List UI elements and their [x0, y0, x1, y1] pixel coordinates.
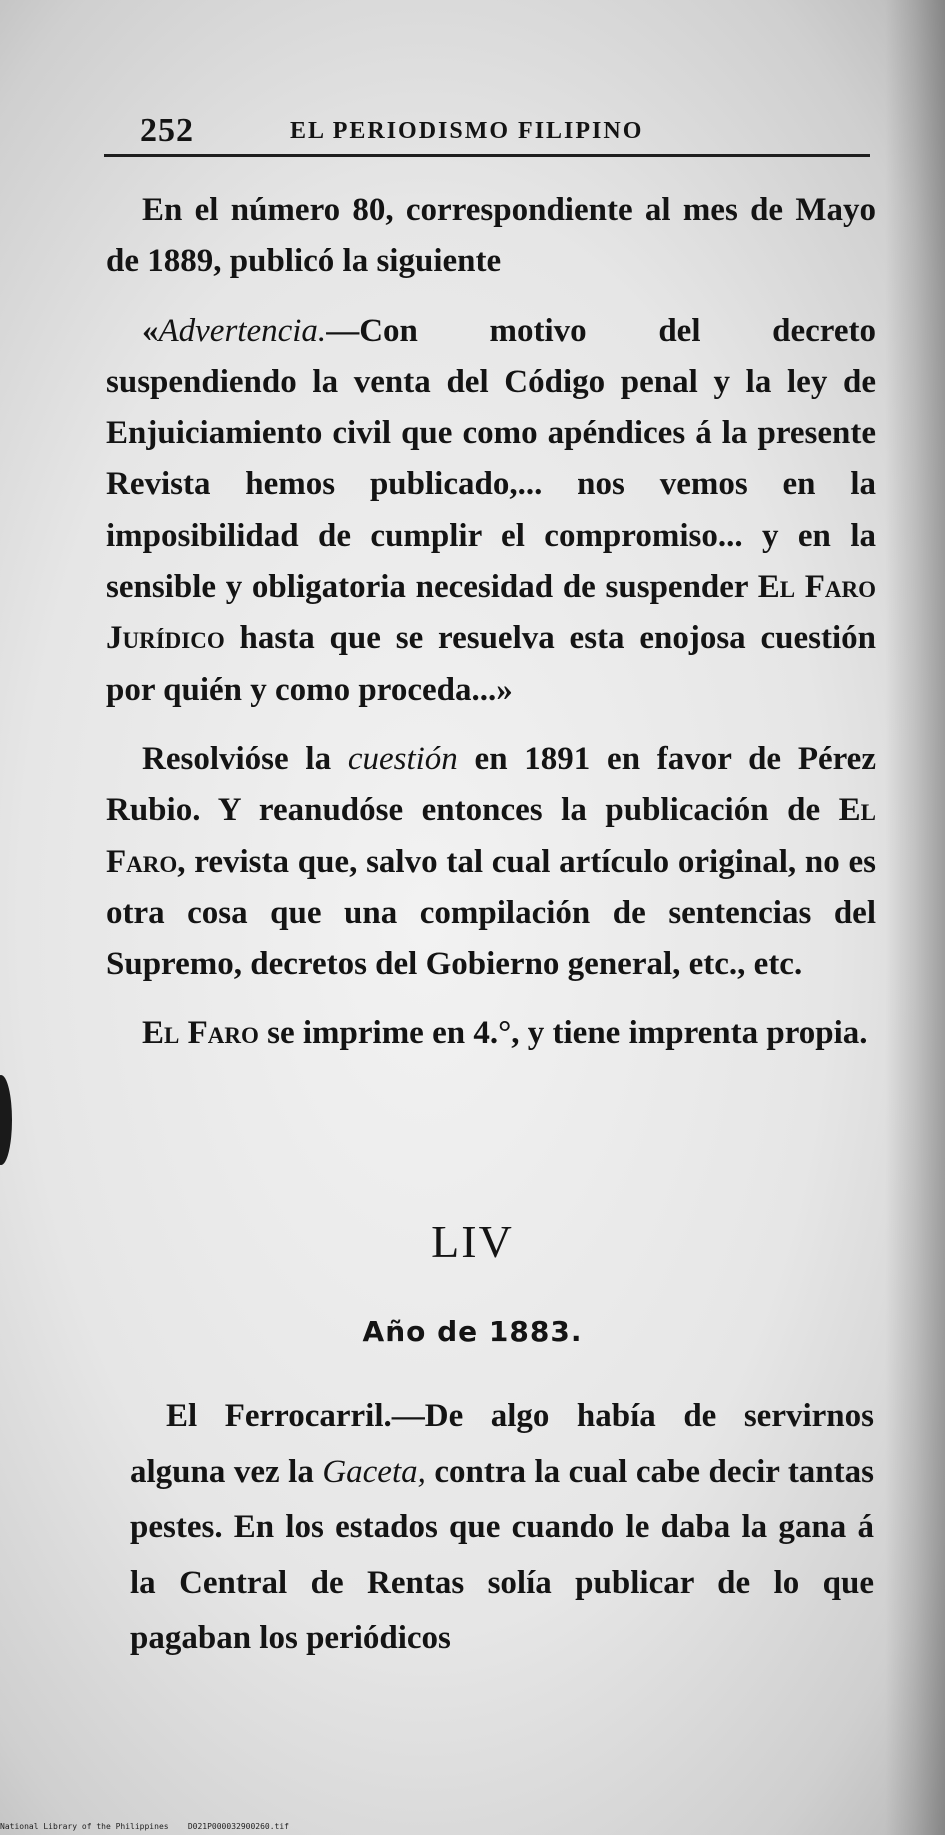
section-heading: Año de 1883. — [362, 1315, 583, 1348]
gaceta-italic: Gaceta, — [322, 1453, 426, 1490]
page-number: 252 — [140, 112, 194, 149]
advertencia-italic: Advertencia. — [158, 312, 327, 349]
footer-source: National Library of the Philippines — [0, 1822, 169, 1831]
scan-footer — [0, 1822, 289, 1831]
page-header — [104, 104, 870, 157]
paragraph-2: «Advertencia.—Con motivo del decreto suspendiendo la venta del Código penal y la ley de Enjuiciamiento civil que como apéndices á la presente Revista hemos publicado,... nos vemos en la imposibilidad de cumplir el compromiso... y en la sensible y obligatoria necesidad de suspender El Faro Jurídico hasta que se resuelva esta enojosa cuestión por quién y como proceda...» — [106, 312, 877, 708]
publication-name: El Faro Jurídico — [106, 569, 877, 657]
section-number: LIV — [431, 1216, 514, 1267]
paragraph-5: El Ferrocarril.—De algo había de servirnos alguna vez la Gaceta, contra la cual cabe decir tantas pestes. En los estados que cuando le daba la gana á la Central de Rentas solía publicar de lo que pagaban los periódicos — [130, 1398, 874, 1656]
scan-edge-mark — [0, 1075, 12, 1165]
paragraph-4: El Faro se imprime en 4.°, y tiene imprenta propia. — [142, 1015, 868, 1052]
binding-shadow — [885, 0, 945, 1835]
entry-lead: El Ferrocarril. — [166, 1398, 392, 1434]
paragraph-3: Resolvióse la cuestión en 1891 en favor de Pérez Rubio. Y reanudóse entonces la publicación de El Faro, revista que, salvo tal cual artículo original, no es otra cosa que una compilación de sentencias del Supremo, decretos del Gobierno general, etc., etc. — [106, 740, 876, 983]
footer-file: D021P000032900260.tif — [187, 1822, 289, 1831]
section-text — [130, 1389, 874, 1667]
main-text — [106, 185, 876, 1060]
paragraph-1: En el número 80, correspondiente al mes de Mayo de 1889, publicó la siguiente — [106, 192, 876, 280]
publication-name: El Faro — [142, 1015, 259, 1052]
cuestion-italic: cuestión — [347, 740, 458, 777]
publication-name: El Faro — [106, 792, 876, 880]
running-head: EL PERIODISMO FILIPINO — [290, 118, 644, 144]
